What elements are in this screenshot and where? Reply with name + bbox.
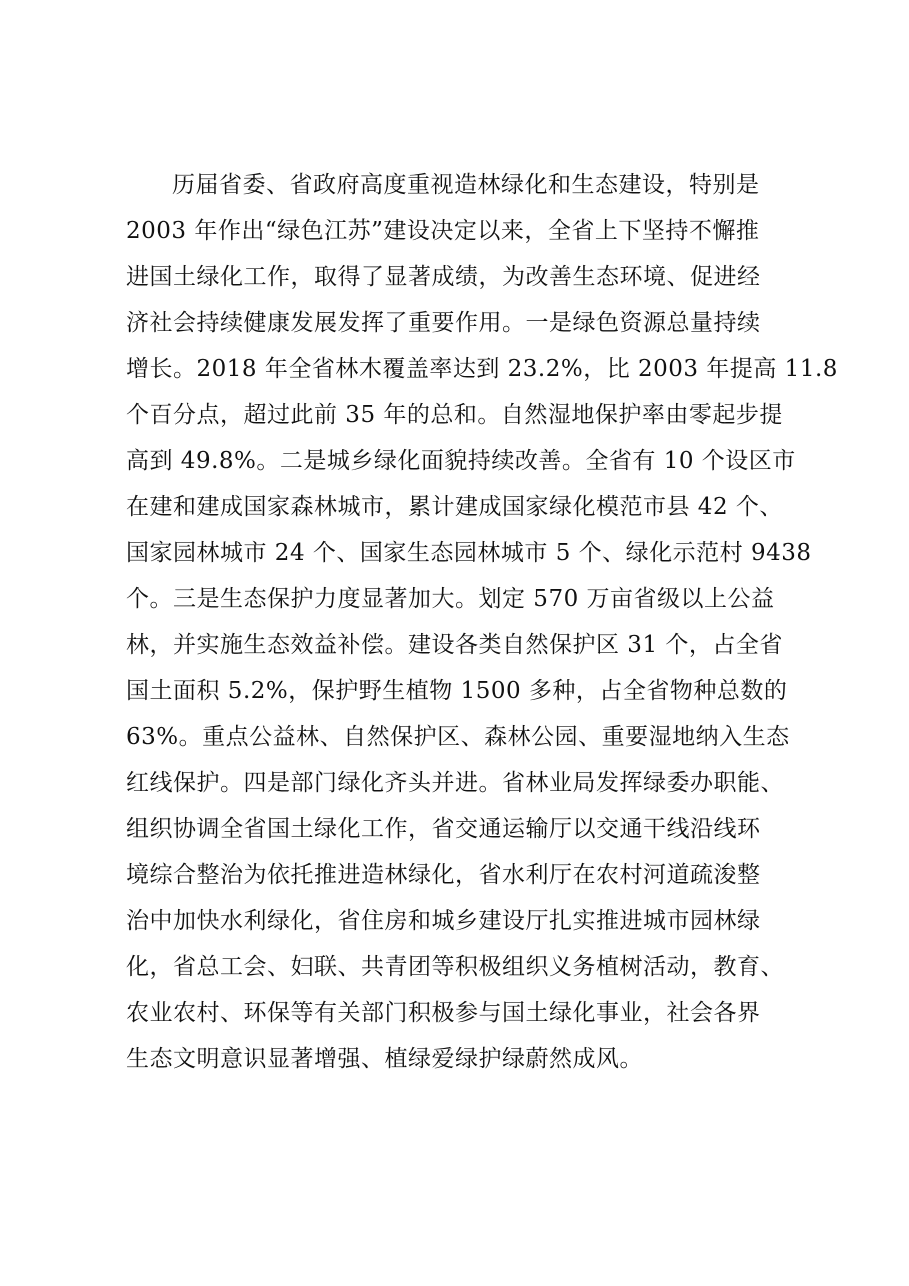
paragraph-line: 63%。重点公益林、自然保护区、森林公园、重要湿地纳入生态 bbox=[126, 724, 790, 750]
paragraph-line: 生态文明意识显著增强、植绿爱绿护绿蔚然成风。 bbox=[126, 1046, 643, 1072]
paragraph-line: 济社会持续健康发展发挥了重要作用。一是绿色资源总量持续 bbox=[126, 310, 761, 336]
paragraph-line: 增长。2018 年全省林木覆盖率达到 23.2%，比 2003 年提高 11.8 bbox=[126, 356, 838, 382]
paragraph-line: 国土面积 5.2%，保护野生植物 1500 多种，占全省物种总数的 bbox=[126, 678, 788, 704]
paragraph-line: 历届省委、省政府高度重视造林绿化和生态建设，特别是 bbox=[172, 172, 760, 198]
paragraph-line: 红线保护。四是部门绿化齐头并进。省林业局发挥绿委办职能、 bbox=[126, 770, 784, 796]
paragraph-line: 进国土绿化工作，取得了显著成绩，为改善生态环境、促进经 bbox=[126, 264, 761, 290]
paragraph-line: 境综合整治为依托推进造林绿化，省水利厅在农村河道疏浚整 bbox=[126, 862, 761, 888]
paragraph-line: 林，并实施生态效益补偿。建设各类自然保护区 31 个，占全省 bbox=[126, 632, 783, 658]
paragraph-line: 农业农村、环保等有关部门积极参与国土绿化事业，社会各界 bbox=[126, 1000, 761, 1026]
paragraph-line: 在建和建成国家森林城市，累计建成国家绿化模范市县 42 个、 bbox=[126, 494, 783, 520]
paragraph-line: 高到 49.8%。二是城乡绿化面貌持续改善。全省有 10 个设区市 bbox=[126, 448, 796, 474]
paragraph-line: 组织协调全省国土绿化工作，省交通运输厅以交通干线沿线环 bbox=[126, 816, 761, 842]
paragraph-line: 2003 年作出“绿色江苏”建设决定以来，全省上下坚持不懈推 bbox=[126, 218, 760, 244]
paragraph-line: 个百分点，超过此前 35 年的总和。自然湿地保护率由零起步提 bbox=[126, 402, 783, 428]
paragraph-line: 治中加快水利绿化，省住房和城乡建设厅扎实推进城市园林绿 bbox=[126, 908, 761, 934]
body-paragraph bbox=[126, 162, 838, 1082]
paragraph-line: 国家园林城市 24 个、国家生态园林城市 5 个、绿化示范村 9438 bbox=[126, 540, 812, 566]
paragraph-line: 化，省总工会、妇联、共青团等积极组织义务植树活动，教育、 bbox=[126, 954, 784, 980]
paragraph-line: 个。三是生态保护力度显著加大。划定 570 万亩省级以上公益 bbox=[126, 586, 775, 612]
